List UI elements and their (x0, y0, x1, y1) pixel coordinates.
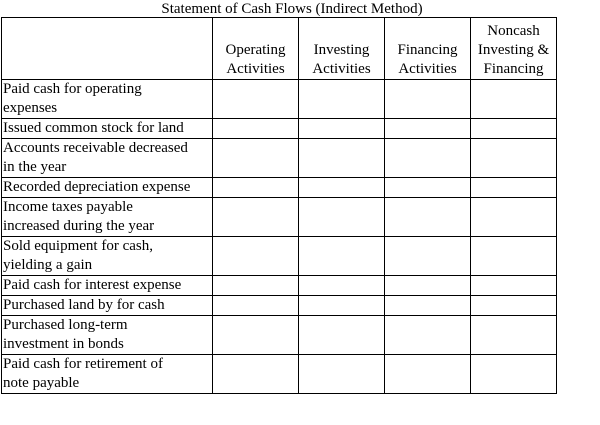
row-label: Accounts receivable decreased in the year (2, 139, 213, 178)
operating-cell[interactable] (213, 316, 299, 355)
column-header-investing: Investing Activities (299, 18, 385, 80)
table-row (2, 296, 557, 316)
operating-cell[interactable] (213, 296, 299, 316)
table-row (2, 119, 557, 139)
operating-cell[interactable] (213, 355, 299, 394)
investing-cell[interactable] (299, 139, 385, 178)
financing-cell[interactable] (385, 355, 471, 394)
noncash-cell[interactable] (471, 139, 557, 178)
table-row (2, 237, 557, 276)
table-row (2, 316, 557, 355)
column-header-financing: Financing Activities (385, 18, 471, 80)
table-row (2, 139, 557, 178)
financing-cell[interactable] (385, 80, 471, 119)
row-label: Issued common stock for land (2, 119, 213, 139)
noncash-cell[interactable] (471, 296, 557, 316)
row-label: Purchased long-term investment in bonds (2, 316, 213, 355)
header-blank-cell (2, 18, 213, 80)
investing-cell[interactable] (299, 119, 385, 139)
row-label: Purchased land by for cash (2, 296, 213, 316)
operating-cell[interactable] (213, 198, 299, 237)
noncash-cell[interactable] (471, 119, 557, 139)
table-row (2, 198, 557, 237)
operating-cell[interactable] (213, 80, 299, 119)
cash-flow-table (1, 17, 557, 394)
noncash-cell[interactable] (471, 80, 557, 119)
financing-cell[interactable] (385, 178, 471, 198)
row-label: Paid cash for operating expenses (2, 80, 213, 119)
financing-cell[interactable] (385, 198, 471, 237)
investing-cell[interactable] (299, 316, 385, 355)
noncash-cell[interactable] (471, 198, 557, 237)
investing-cell[interactable] (299, 198, 385, 237)
column-header-operating: Operating Activities (213, 18, 299, 80)
financing-cell[interactable] (385, 316, 471, 355)
financing-cell[interactable] (385, 276, 471, 296)
investing-cell[interactable] (299, 178, 385, 198)
table-row (2, 355, 557, 394)
noncash-cell[interactable] (471, 237, 557, 276)
table-row (2, 178, 557, 198)
operating-cell[interactable] (213, 237, 299, 276)
operating-cell[interactable] (213, 276, 299, 296)
row-label: Sold equipment for cash, yielding a gain (2, 237, 213, 276)
noncash-cell[interactable] (471, 276, 557, 296)
noncash-cell[interactable] (471, 355, 557, 394)
noncash-cell[interactable] (471, 316, 557, 355)
financing-cell[interactable] (385, 119, 471, 139)
financing-cell[interactable] (385, 296, 471, 316)
investing-cell[interactable] (299, 276, 385, 296)
financing-cell[interactable] (385, 139, 471, 178)
column-header-noncash: Noncash Investing & Financing (471, 18, 557, 80)
page-title: Statement of Cash Flows (Indirect Method) (161, 1, 423, 17)
header-row (2, 18, 557, 80)
row-label: Recorded depreciation expense (2, 178, 213, 198)
noncash-cell[interactable] (471, 178, 557, 198)
investing-cell[interactable] (299, 80, 385, 119)
row-label: Paid cash for retirement of note payable (2, 355, 213, 394)
investing-cell[interactable] (299, 237, 385, 276)
row-label: Income taxes payable increased during the year (2, 198, 213, 237)
row-label: Paid cash for interest expense (2, 276, 213, 296)
investing-cell[interactable] (299, 355, 385, 394)
table-row (2, 276, 557, 296)
operating-cell[interactable] (213, 139, 299, 178)
investing-cell[interactable] (299, 296, 385, 316)
operating-cell[interactable] (213, 119, 299, 139)
financing-cell[interactable] (385, 237, 471, 276)
operating-cell[interactable] (213, 178, 299, 198)
table-row (2, 80, 557, 119)
